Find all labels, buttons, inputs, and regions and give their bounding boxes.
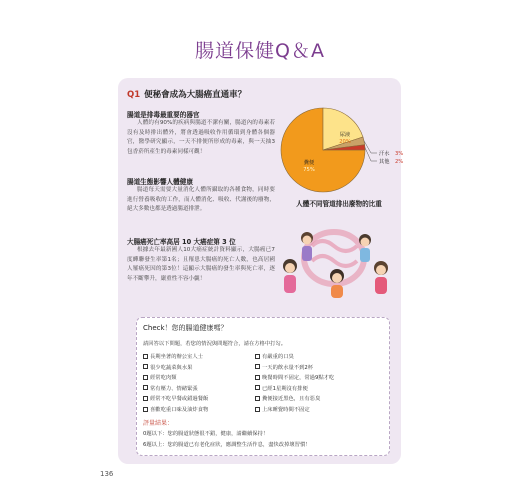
page-title: 腸道保健Q＆A (195, 40, 325, 62)
checkbox[interactable] (255, 364, 260, 369)
leader-line-4 (365, 147, 377, 161)
checkbox[interactable] (143, 354, 148, 359)
question-text: 便秘會成為大腸癌直通車？ (144, 90, 247, 100)
section-heading-1: 腸道是排毒最重要的器官 (127, 111, 200, 119)
illustration-people-intestine (277, 216, 392, 298)
slice-value-4: 2% (395, 159, 404, 165)
checklist-label: 上床睡覺時間不固定 (262, 407, 310, 413)
check-title: Check！您的腸道健康嗎？ (143, 324, 228, 332)
result-line-1: 0題以下：您的腸道狀態很不錯，健康，請繼續保持！ (143, 431, 269, 437)
checklist-label: 長期坐著的辦公室人士 (150, 354, 203, 360)
checklist-label: 晚餐時間不固定，常過9點才吃 (262, 375, 335, 382)
checklist-label: 常有壓力、情緒緊張 (150, 385, 198, 392)
slice-value-1: 75% (303, 167, 315, 173)
slice-label-1: 糞便 (303, 160, 315, 166)
checkbox[interactable] (255, 375, 260, 380)
question-heading (127, 88, 397, 100)
checklist-item-right[interactable] (255, 352, 294, 360)
section-text-2: 腸道每天需要大量消化人體所攝取的各種食物，同時要進行營養吸收的工作，而人體消化、吸收、代謝後的廢物，絕大多數也都是透過腸道排泄。 (127, 187, 275, 213)
checkbox[interactable] (255, 407, 260, 412)
checkbox[interactable] (143, 407, 148, 412)
page-number: 136 (100, 470, 114, 478)
slice-value-3: 3% (395, 151, 404, 157)
waste-pie-chart (278, 106, 418, 206)
checklist-label: 經常吃肉類 (150, 375, 177, 382)
section-heading-2: 腸道生態影響人體健康 (127, 178, 193, 186)
section-heading-3: 大腸癌死亡率高居 10 大癌症第 3 位 (127, 238, 236, 246)
checklist-item-right[interactable] (255, 394, 320, 402)
checklist-item-right[interactable] (255, 384, 308, 392)
checklist-label: 一天的飲水量不到2杯 (262, 364, 314, 371)
section-text-1: 人體約有90%的疾病與腸道不潔有關，腸道內的毒素若沒有及時排出體外，將會透過吸收作用循環到身體各個器官，醫學研究顯示，一天不排便所形成的毒素，與一天抽3包香菸所產生的毒素同樣可觀！ (127, 120, 275, 155)
checkbox[interactable] (143, 364, 148, 369)
chart-title: 人體不同管道排出廢物的比重 (296, 200, 382, 208)
checklist-item-left[interactable] (143, 394, 208, 402)
checkbox[interactable] (143, 396, 148, 401)
checklist-item-left[interactable] (143, 405, 208, 413)
check-intro: 請回答以下問題，若您的情況與問題符合，請在方格中打勾。 (143, 341, 287, 347)
checkbox[interactable] (255, 385, 260, 390)
checklist-item-right[interactable] (255, 373, 334, 381)
checklist-item-right[interactable] (255, 363, 313, 371)
slice-value-2: 20% (339, 139, 351, 145)
checklist-label: 有嚴重的口臭 (262, 354, 294, 360)
checklist-item-left[interactable] (143, 384, 198, 392)
slice-label-3: 汗水 (379, 151, 390, 157)
checklist-item-right[interactable] (255, 405, 310, 413)
checkbox[interactable] (255, 354, 260, 359)
checkbox[interactable] (143, 385, 148, 390)
checklist-label: 糞便接近黑色，且有惡臭 (262, 396, 321, 403)
checkbox[interactable] (143, 375, 148, 380)
checklist-item-left[interactable] (143, 363, 192, 371)
leader-line-3 (364, 141, 377, 153)
checklist-item-left[interactable] (143, 352, 203, 360)
section-text-3: 根據去年最新國人10大癌症統計資料顯示，大腸癌已7度蟬聯發生率第1名；且罹患大腸癌的死亡人數，也高居國人罹癌死因的第3位！這顯示大腸癌的發生率與死亡率，逐年不斷攀升，嚴重性不容小覷！ (127, 247, 275, 282)
checklist-item-left[interactable] (143, 373, 177, 381)
checklist-label: 喜歡吃重口味及油炸食物 (150, 407, 209, 413)
question-number: Q1 (127, 90, 141, 100)
result-label: 評量結果： (143, 420, 174, 427)
checklist-label: 很少吃蔬菜與水果 (150, 364, 193, 371)
checklist-label: 已經1星期沒有排便 (262, 385, 308, 392)
result-line-2: 6題以上：您的腸道已有老化症狀，應調整生活作息，盡快改掉壞習慣！ (143, 442, 311, 448)
checklist-label: 經常不吃早餐或錯過餐飯 (150, 396, 209, 403)
checkbox[interactable] (255, 396, 260, 401)
slice-label-4: 其他 (379, 159, 390, 165)
slice-label-2: 尿液 (339, 132, 351, 138)
